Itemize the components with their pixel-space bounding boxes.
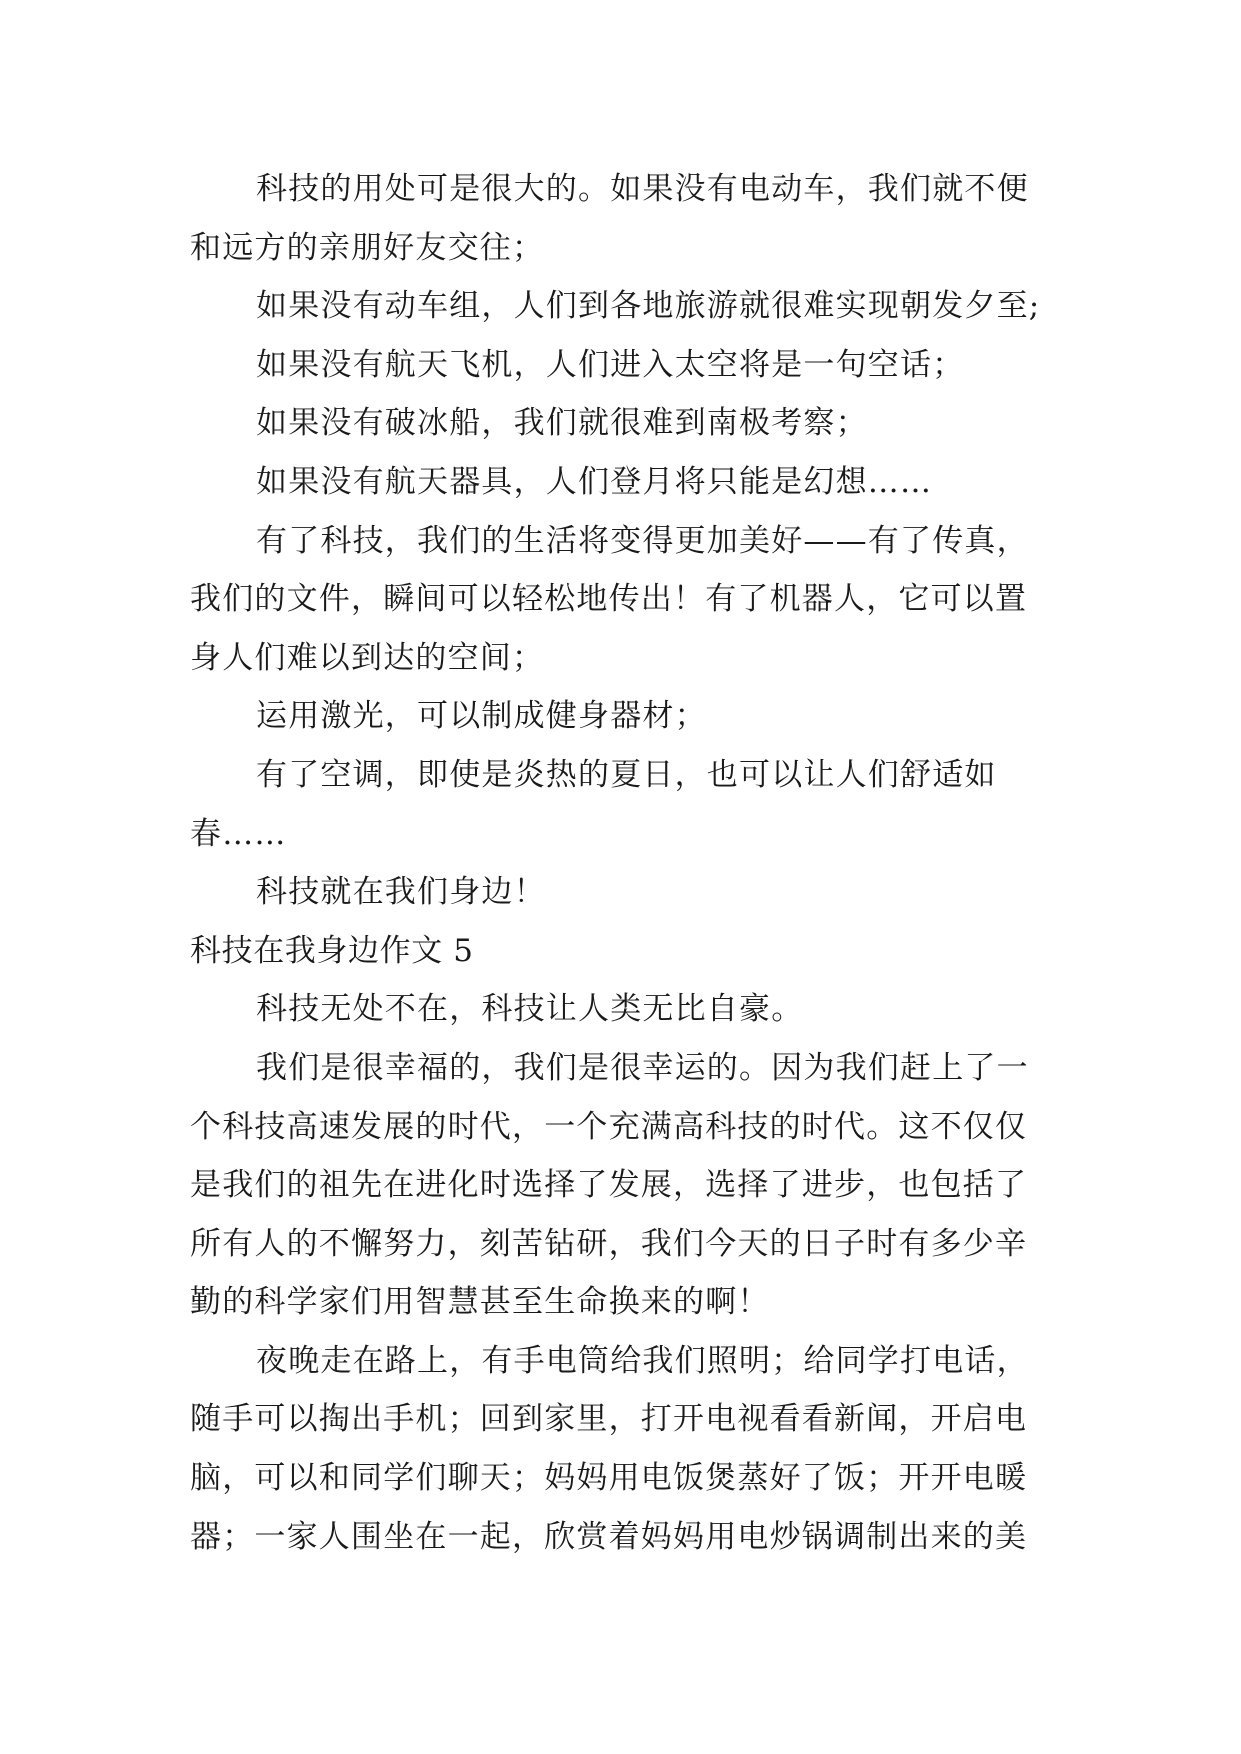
paragraph-line: 夜晚走在路上，有手电筒给我们照明；给同学打电话， [256,1342,1029,1379]
paragraph-line: 是我们的祖先在进化时选择了发展，选择了进步，也包括了 [190,1167,1028,1204]
paragraph-line: 勤的科学家们用智慧甚至生命换来的啊！ [190,1284,770,1321]
paragraph-line: 身人们难以到达的空间； [190,639,545,676]
paragraph-line: 有了科技，我们的生活将变得更加美好——有了传真， [256,522,1029,559]
paragraph-line: 科技的用处可是很大的。如果没有电动车，我们就不便 [256,171,1029,207]
paragraph-line: 如果没有航天飞机，人们进入太空将是一句空话； [256,346,965,383]
paragraph-line: 如果没有航天器具，人们登月将只能是幻想…… [256,463,933,500]
paragraph-line: 器；一家人围坐在一起，欣赏着妈妈用电炒锅调制出来的美 [190,1518,1028,1555]
paragraph-line: 个科技高速发展的时代，一个充满高科技的时代。这不仅仅 [190,1108,1028,1145]
paragraph-line: 科技就在我们身边！ [256,874,546,911]
paragraph-line: 脑，可以和同学们聊天；妈妈用电饭煲蒸好了饭；开开电暖 [190,1460,1028,1497]
paragraph-line: 如果没有动车组，人们到各地旅游就很难实现朝发夕至; [256,288,1041,325]
section-heading: 科技在我身边作文 5 [190,932,474,969]
paragraph-line: 我们的文件，瞬间可以轻松地传出！有了机器人，它可以置 [190,581,1028,618]
paragraph-line: 科技无处不在，科技让人类无比自豪。 [256,991,804,1028]
paragraph-line: 有了空调，即使是炎热的夏日，也可以让人们舒适如 [256,756,997,793]
paragraph-line: 所有人的不懈努力，刻苦钻研，我们今天的日子时有多少辛 [190,1225,1028,1262]
paragraph-line: 和远方的亲朋好友交往； [190,229,545,266]
document-body [190,160,1070,1566]
paragraph-line: 我们是很幸福的，我们是很幸运的。因为我们赶上了一 [256,1049,1029,1086]
paragraph-line: 运用激光，可以制成健身器材； [256,698,707,735]
paragraph-line: 随手可以掏出手机；回到家里，打开电视看看新闻，开启电 [190,1401,1028,1438]
paragraph-line: 春…… [190,815,287,852]
paragraph-line: 如果没有破冰船，我们就很难到南极考察； [256,405,868,442]
